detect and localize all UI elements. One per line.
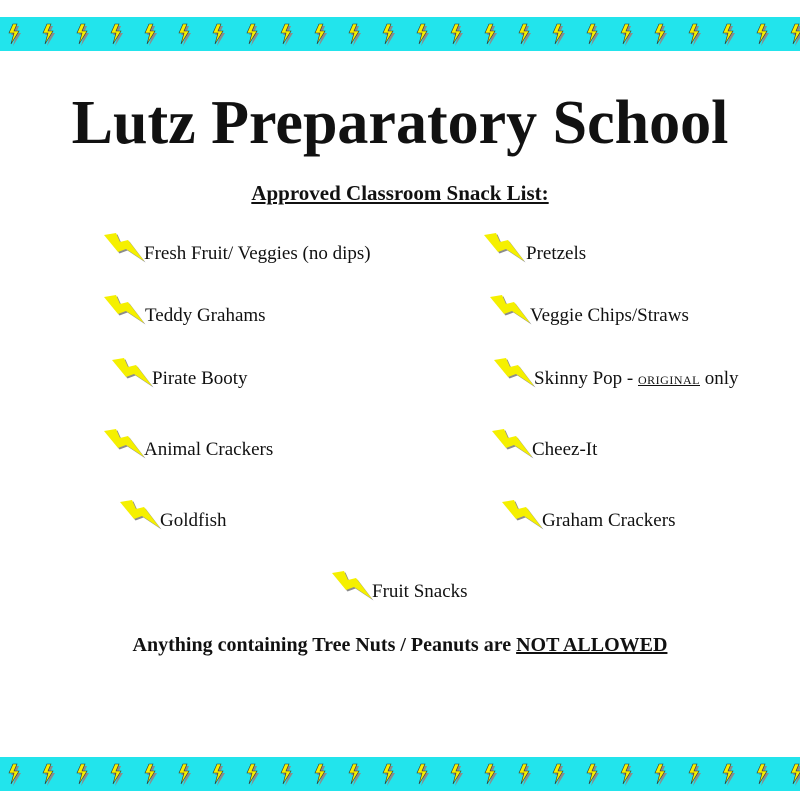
lightning-bolt-shape [482,231,526,263]
lightning-bolt-icon [110,356,154,394]
border-bolt-icon [587,24,599,46]
lightning-bolt-shape [102,427,146,459]
lightning-bolt-shape [500,498,544,530]
lightning-bolt-shape [118,498,162,530]
border-bolt-icon [111,764,123,786]
lightning-bolt-shape [490,427,534,459]
lightning-bolt-icon [330,569,374,607]
lightning-bolt-shape [492,356,536,388]
border-bolt-icon [247,24,259,46]
snack-label: Pretzels [526,243,587,264]
lightning-bolt-shape [102,293,146,325]
border-bolt-icon [77,764,89,786]
border-bolt-icon [553,764,565,786]
original-emphasis: ORIGINAL [638,373,700,387]
border-bolt-icon [791,24,800,46]
border-bolt-icon [111,24,123,46]
snack-label: Teddy Grahams [145,305,266,326]
not-allowed-emphasis: NOT ALLOWED [516,634,668,656]
lightning-bolt-icon [490,427,534,465]
lightning-bolt-icon [118,498,162,536]
border-bolt-icon [383,764,395,786]
border-bolt-icon [417,764,429,786]
border-bolt-icon [757,24,769,46]
snack-label [534,368,739,390]
border-bolt-icon [621,764,633,786]
lightning-bolt-icon [102,231,146,269]
border-bolt-icon [553,24,565,46]
border-bolt-icon [417,24,429,46]
border-bolt-icon [315,24,327,46]
snack-label: Veggie Chips/Straws [530,305,689,326]
lightning-bolt-icon [500,498,544,536]
border-bolt-icon [145,764,157,786]
border-bolt-icon [179,764,191,786]
border-bolt-icon [655,764,667,786]
border-bolt-icon [519,764,531,786]
border-bolt-icon [349,764,361,786]
border-bolt-icon [281,24,293,46]
lightning-bolt-icon [492,356,536,394]
border-bolt-icon [757,764,769,786]
only-text: only [700,368,739,389]
border-bolt-icon [9,24,21,46]
border-bolt-icon [179,24,191,46]
warning-text: Anything containing Tree Nuts / Peanuts are [132,634,517,656]
bottom-border [0,757,800,791]
page-title: Lutz Preparatory School [71,89,729,157]
border-bolt-icon [349,24,361,46]
snack-label: Pirate Booty [152,368,248,389]
snack-label: Fresh Fruit/ Veggies (no dips) [144,243,371,264]
border-bolt-icon [9,764,21,786]
border-bolt-icon [689,764,701,786]
lightning-bolt-icon [102,427,146,465]
lightning-bolt-icon [482,231,526,269]
border-bolt-icon [655,24,667,46]
lightning-bolt-shape [102,231,146,263]
skinny-pop-text: Skinny Pop - [534,368,638,389]
snack-label: Graham Crackers [542,510,676,531]
lightning-bolt-shape [488,293,532,325]
snack-label: Goldfish [160,510,227,531]
border-bolt-icon [621,24,633,46]
border-bolt-icon [213,764,225,786]
lightning-bolt-icon [102,293,146,331]
border-bolt-icon [485,24,497,46]
border-bolt-icon [281,764,293,786]
border-bolt-icon [723,24,735,46]
bottom-bolt-strip [0,757,800,791]
border-bolt-icon [723,764,735,786]
border-bolt-icon [77,24,89,46]
snack-label: Fruit Snacks [372,581,468,602]
border-bolt-icon [43,24,55,46]
snack-label: Cheez-It [532,439,598,460]
border-bolt-icon [247,764,259,786]
border-bolt-icon [485,764,497,786]
lightning-bolt-icon [488,293,532,331]
border-bolt-icon [451,24,463,46]
snack-label: Animal Crackers [144,439,274,460]
border-bolt-icon [689,24,701,46]
border-bolt-icon [315,764,327,786]
border-bolt-icon [383,24,395,46]
top-bolt-strip [0,17,800,51]
border-bolt-icon [451,764,463,786]
border-bolt-icon [519,24,531,46]
border-bolt-icon [145,24,157,46]
lightning-bolt-shape [110,356,154,388]
border-bolt-icon [791,764,800,786]
border-bolt-icon [213,24,225,46]
border-bolt-icon [43,764,55,786]
border-bolt-icon [587,764,599,786]
top-border [0,17,800,51]
lightning-bolt-shape [330,569,374,601]
allergy-warning [0,634,800,657]
page-subtitle: Approved Classroom Snack List: [251,181,549,205]
